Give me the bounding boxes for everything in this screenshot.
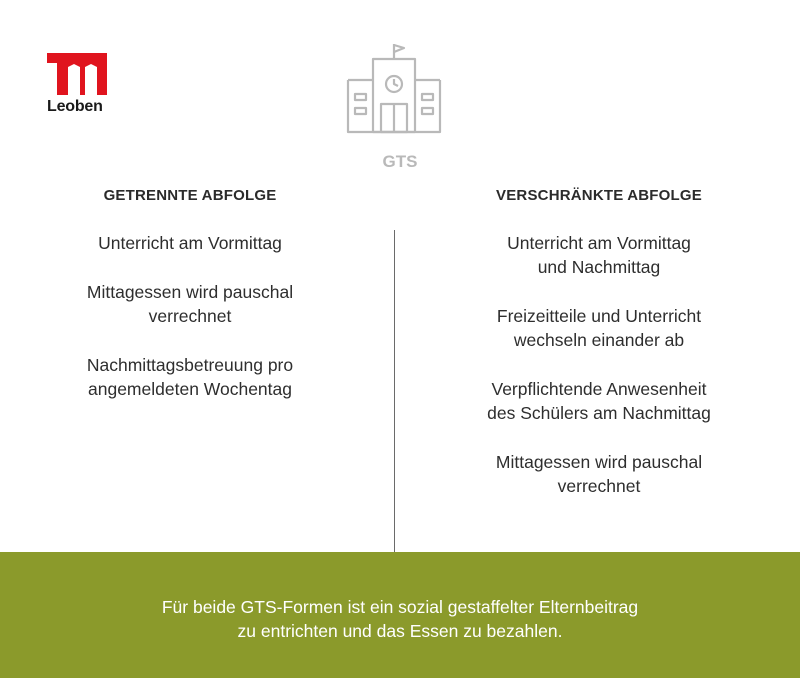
list-item: Unterricht am Vormittag und Nachmittag xyxy=(507,233,691,277)
right-column xyxy=(399,185,799,523)
leoben-emblem-icon xyxy=(47,53,107,95)
list-item: Mittagessen wird pauschal verrechnet xyxy=(495,452,703,496)
list-item: Nachmittagsbetreuung pro angemeldeten Wochentag xyxy=(86,355,294,399)
right-column-heading: VERSCHRÄNKTE ABFOLGE xyxy=(496,187,702,204)
logo-text: Leoben xyxy=(47,98,103,115)
column-divider xyxy=(394,230,395,552)
leoben-logo xyxy=(47,53,111,116)
footer-text: Für beide GTS-Formen ist ein sozial gestaffelter Elternbeitrag zu entrichten und das Essen zu bezahlen. xyxy=(161,597,639,641)
list-item: Unterricht am Vormittag xyxy=(98,233,282,253)
gts-label: GTS xyxy=(382,152,418,171)
footer-banner xyxy=(0,552,800,678)
school-building-icon xyxy=(345,42,443,137)
list-item: Freizeitteile und Unterricht wechseln einander ab xyxy=(496,306,702,350)
list-item: Verpflichtende Anwesenheit des Schülers am Nachmittag xyxy=(487,379,711,423)
left-column xyxy=(0,185,390,426)
list-item: Mittagessen wird pauschal verrechnet xyxy=(86,282,294,326)
left-column-heading: GETRENNTE ABFOLGE xyxy=(103,187,277,204)
